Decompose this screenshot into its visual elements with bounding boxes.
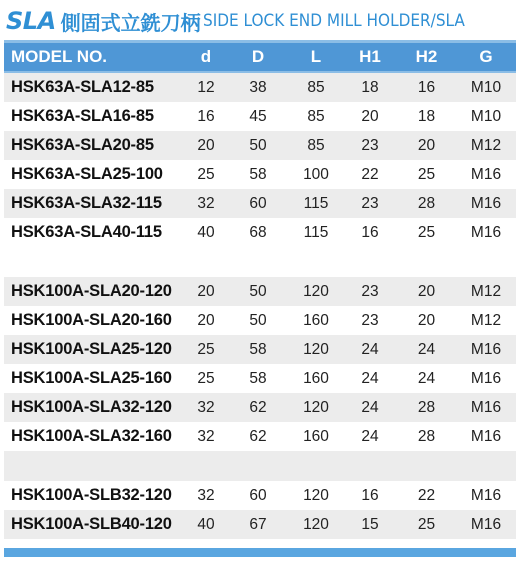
- H1-value: 23: [361, 136, 379, 154]
- D-value: 62: [249, 398, 267, 416]
- col-d: d: [200, 47, 212, 66]
- H1-value: 24: [361, 427, 379, 445]
- D-value: 45: [249, 107, 267, 125]
- d-value: 32: [197, 398, 215, 416]
- spec-table: [4, 40, 516, 539]
- col-H2: H2: [415, 47, 438, 66]
- L-value: 160: [303, 369, 329, 387]
- D-value: 50: [249, 136, 267, 154]
- L-value: 120: [303, 486, 329, 504]
- L-value: 85: [307, 136, 325, 154]
- D-value: 62: [249, 427, 267, 445]
- G-value: M12: [470, 311, 502, 329]
- d-value: 32: [197, 486, 215, 504]
- table-row: [4, 393, 516, 422]
- model-no: HSK63A-SLA25-100: [11, 165, 163, 183]
- D-value: 68: [249, 223, 267, 241]
- G-value: M12: [470, 282, 502, 300]
- L-value: 160: [303, 427, 329, 445]
- model-no: HSK63A-SLA20-85: [11, 136, 154, 154]
- G-value: M16: [470, 165, 502, 183]
- d-value: 16: [197, 107, 215, 125]
- table-row: [4, 218, 516, 247]
- L-value: 120: [303, 398, 329, 416]
- H1-value: 16: [361, 486, 379, 504]
- d-value: 25: [197, 369, 215, 387]
- H1-value: 16: [361, 223, 379, 241]
- H2-value: 20: [417, 136, 436, 154]
- H2-value: 24: [417, 340, 436, 358]
- col-L: L: [310, 47, 322, 66]
- L-value: 85: [307, 107, 325, 125]
- L-value: 100: [303, 165, 329, 183]
- table-row: [4, 160, 516, 189]
- d-value: 32: [197, 194, 215, 212]
- model-no: HSK63A-SLA40-115: [11, 223, 162, 241]
- bottom-bar: [4, 548, 516, 557]
- H2-value: 28: [417, 194, 436, 212]
- d-value: 32: [197, 427, 215, 445]
- table-row: [4, 335, 516, 364]
- table-row: [4, 73, 516, 102]
- H2-value: 25: [417, 223, 436, 241]
- d-value: 40: [197, 223, 215, 241]
- G-value: M16: [470, 340, 502, 358]
- D-value: 50: [249, 311, 267, 329]
- model-no: HSK63A-SLA12-85: [11, 78, 154, 96]
- D-value: 50: [249, 282, 267, 300]
- H2-value: 25: [417, 165, 436, 183]
- table-row: [4, 364, 516, 393]
- G-value: M16: [470, 515, 502, 533]
- model-no: HSK100A-SLA32-120: [11, 398, 172, 416]
- H2-value: 28: [417, 427, 436, 445]
- d-value: 25: [197, 165, 215, 183]
- D-value: 67: [249, 515, 267, 533]
- G-value: M16: [470, 369, 502, 387]
- H1-value: 15: [361, 515, 379, 533]
- D-value: 58: [249, 165, 267, 183]
- D-value: 60: [249, 486, 267, 504]
- model-no: HSK100A-SLA32-160: [11, 427, 172, 445]
- H2-value: 28: [417, 398, 436, 416]
- d-value: 20: [197, 311, 215, 329]
- H1-value: 20: [361, 107, 379, 125]
- col-model: MODEL NO.: [11, 47, 108, 66]
- table-row: [4, 481, 516, 510]
- L-value: 115: [303, 223, 329, 241]
- col-H1: H1: [359, 47, 381, 66]
- d-value: 20: [197, 282, 215, 300]
- group-separator: [4, 247, 516, 277]
- L-value: 85: [307, 78, 325, 96]
- table-row: [4, 131, 516, 160]
- D-value: 38: [249, 78, 267, 96]
- H2-value: 18: [417, 107, 436, 125]
- H2-value: 20: [417, 311, 436, 329]
- group-separator: [4, 451, 516, 481]
- G-value: M10: [470, 107, 502, 125]
- G-value: M12: [470, 136, 502, 154]
- G-value: M16: [470, 427, 502, 445]
- H2-value: 22: [417, 486, 436, 504]
- d-value: 25: [197, 340, 215, 358]
- d-value: 20: [197, 136, 215, 154]
- title-english: SIDE LOCK END MILL HOLDER/SLA: [202, 11, 465, 31]
- col-G: G: [479, 47, 493, 66]
- model-no: HSK100A-SLB32-120: [11, 486, 172, 504]
- G-value: M16: [470, 486, 502, 504]
- table-header: [4, 40, 516, 73]
- H2-value: 25: [417, 515, 436, 533]
- D-value: 60: [249, 194, 267, 212]
- L-value: 120: [303, 340, 329, 358]
- page-title: [6, 6, 518, 36]
- G-value: M16: [470, 194, 502, 212]
- L-value: 120: [303, 282, 329, 300]
- series-code: SLA: [6, 7, 56, 35]
- table-row: [4, 189, 516, 218]
- G-value: M16: [470, 223, 502, 241]
- H1-value: 22: [361, 165, 379, 183]
- table-row: [4, 306, 516, 335]
- model-no: HSK100A-SLB40-120: [11, 515, 172, 533]
- model-no: HSK100A-SLA20-120: [11, 282, 172, 300]
- model-no: HSK63A-SLA16-85: [11, 107, 154, 125]
- model-no: HSK100A-SLA20-160: [11, 311, 172, 329]
- table-row: [4, 422, 516, 451]
- L-value: 160: [303, 311, 329, 329]
- H1-value: 23: [361, 282, 379, 300]
- d-value: 40: [197, 515, 215, 533]
- H1-value: 24: [361, 398, 379, 416]
- H1-value: 18: [361, 78, 379, 96]
- D-value: 58: [249, 369, 267, 387]
- model-no: HSK100A-SLA25-120: [11, 340, 172, 358]
- model-no: HSK63A-SLA32-115: [11, 194, 162, 212]
- H1-value: 24: [361, 369, 379, 387]
- table-row: [4, 510, 516, 539]
- title-chinese: 側固式立銑刀柄: [60, 10, 201, 35]
- table-body: [4, 73, 516, 539]
- H1-value: 23: [361, 311, 379, 329]
- L-value: 120: [303, 515, 329, 533]
- d-value: 12: [197, 78, 215, 96]
- H1-value: 23: [361, 194, 379, 212]
- G-value: M10: [470, 78, 502, 96]
- table-row: [4, 102, 516, 131]
- table-row: [4, 277, 516, 306]
- model-no: HSK100A-SLA25-160: [11, 369, 172, 387]
- H2-value: 16: [417, 78, 436, 96]
- H2-value: 20: [417, 282, 436, 300]
- H1-value: 24: [361, 340, 379, 358]
- H2-value: 24: [417, 369, 436, 387]
- L-value: 115: [303, 194, 329, 212]
- col-D: D: [251, 47, 265, 66]
- G-value: M16: [470, 398, 502, 416]
- D-value: 58: [249, 340, 267, 358]
